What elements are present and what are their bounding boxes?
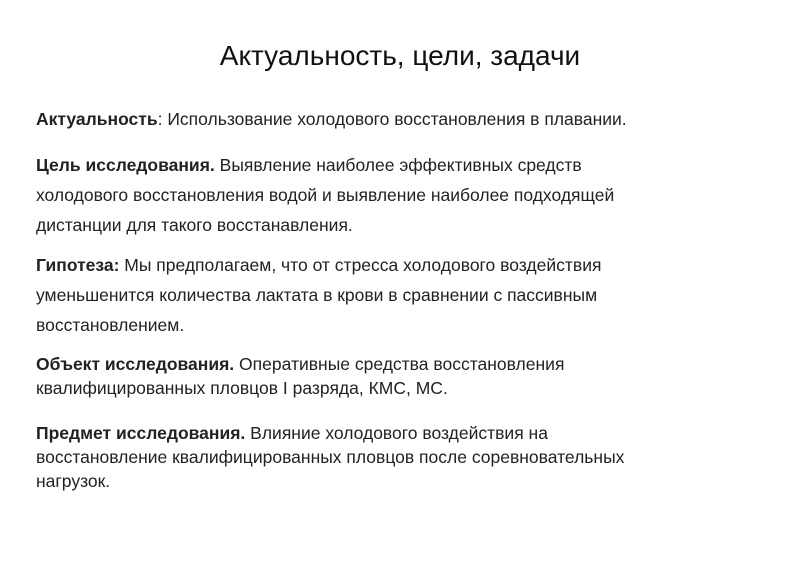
goal-text-line: холодового восстановления водой и выявление наиболее подходящей xyxy=(36,185,615,205)
goal-text-line: дистанции для такого восстанавления. xyxy=(36,215,353,235)
hypothesis-text-line: восстановлением. xyxy=(36,315,185,335)
subject-paragraph xyxy=(36,421,766,493)
hypothesis-text-line: уменьшенится количества лактата в крови в сравнении с пассивным xyxy=(36,285,598,305)
goal-text-line: Выявление наиболее эффективных средств xyxy=(214,155,582,175)
hypothesis-label: Гипотеза: xyxy=(36,255,120,275)
subject-text-line: нагрузок. xyxy=(36,471,111,491)
slide-title: Актуальность, цели, задачи xyxy=(219,40,581,71)
hypothesis-paragraph xyxy=(36,250,766,340)
relevance-label: Актуальность xyxy=(36,109,158,129)
relevance-text: : Использование холодового восстановления в плавании. xyxy=(157,109,627,129)
object-text-line: Оперативные средства восстановления xyxy=(234,354,565,374)
object-text-line: квалифицированных пловцов I разряда, КМС, МС. xyxy=(36,378,448,398)
object-label: Объект исследования. xyxy=(36,354,235,374)
subject-label: Предмет исследования. xyxy=(36,423,246,443)
hypothesis-text-line: Мы предполагаем, что от стресса холодового воздействия xyxy=(119,255,602,275)
subject-text-line: восстановление квалифицированных пловцов после соревновательных xyxy=(36,447,625,467)
object-paragraph xyxy=(36,352,766,400)
subject-text-line: Влияние холодового воздействия на xyxy=(245,423,548,443)
goal-paragraph xyxy=(36,150,766,240)
relevance-paragraph xyxy=(36,107,766,131)
goal-label: Цель исследования. xyxy=(36,155,215,175)
